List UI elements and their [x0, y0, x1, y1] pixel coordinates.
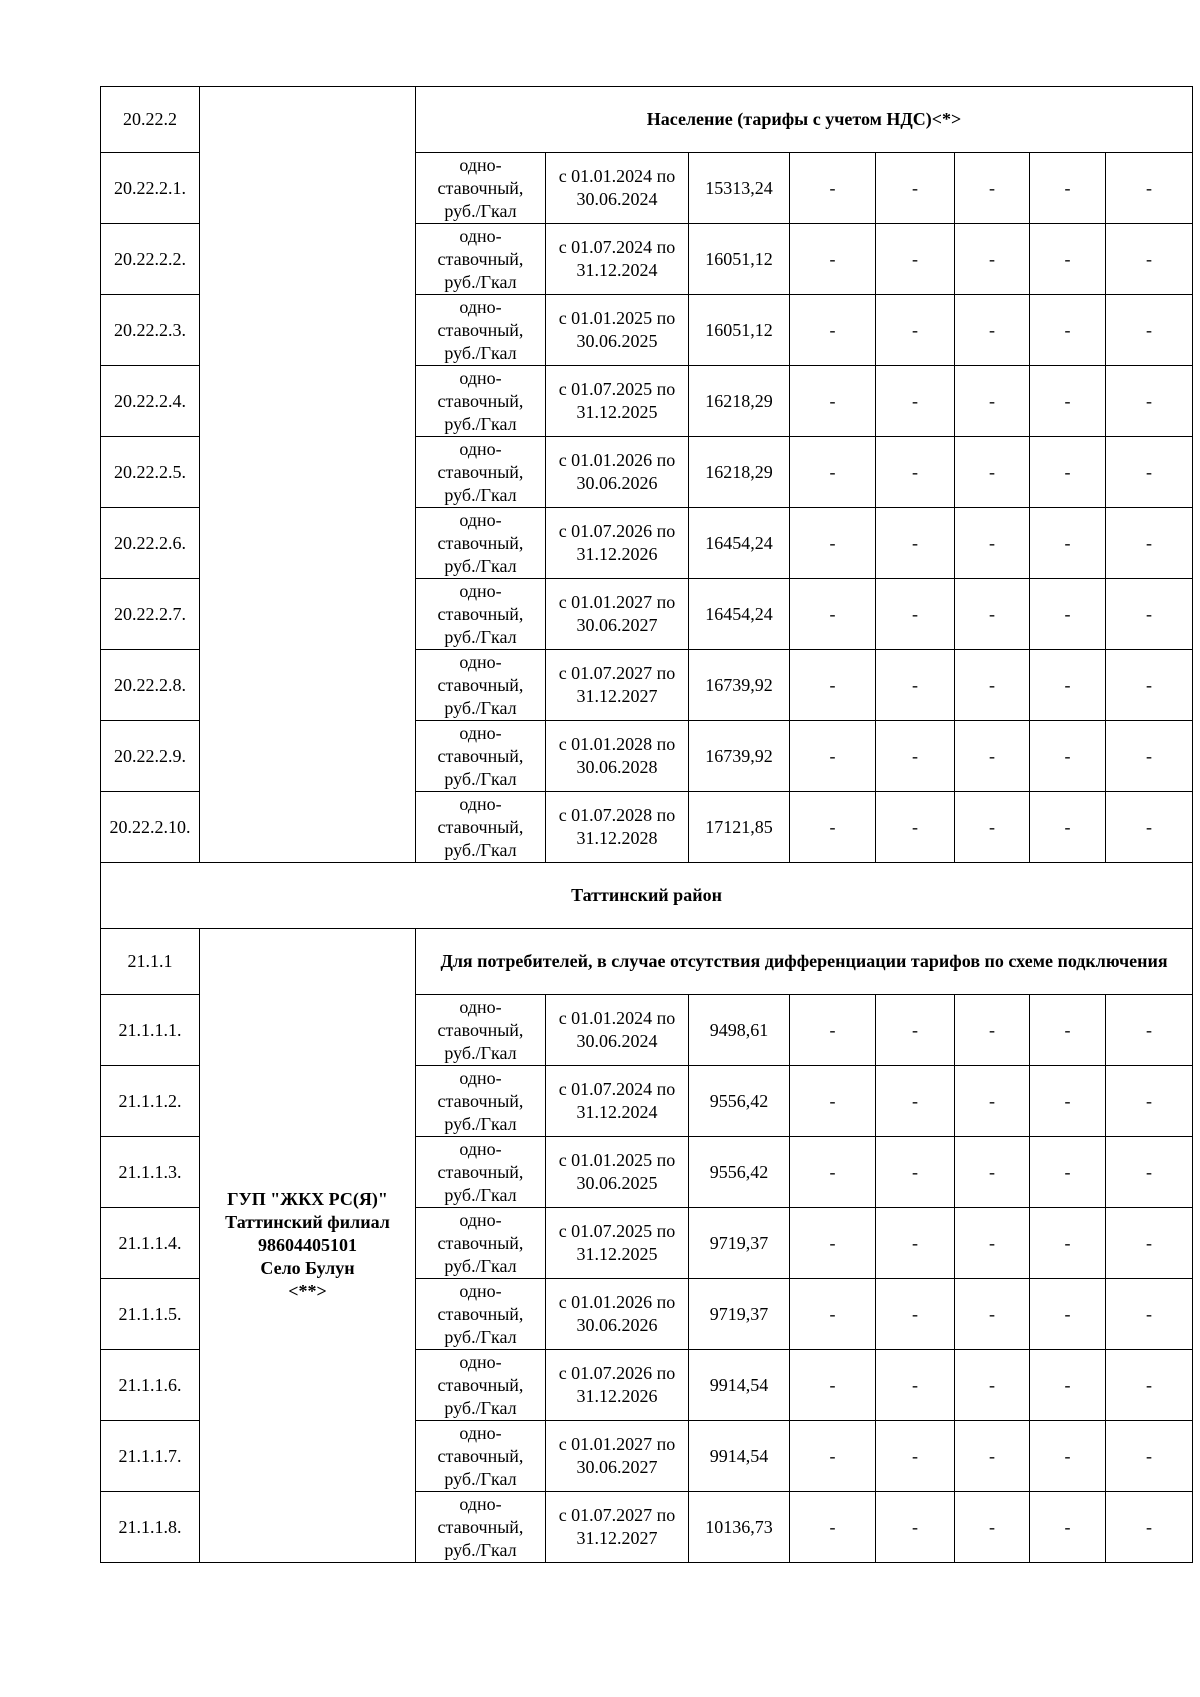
dash-cell: - — [1030, 224, 1106, 295]
dash-cell: - — [1030, 437, 1106, 508]
dash-cell: - — [790, 508, 876, 579]
tariff-value-cell: 15313,24 — [689, 153, 790, 224]
dash-cell: - — [1106, 1066, 1193, 1137]
dash-cell: - — [790, 295, 876, 366]
dash-cell: - — [1030, 366, 1106, 437]
dash-cell: - — [955, 1066, 1030, 1137]
period-cell: с 01.01.2025 по 30.06.2025 — [546, 295, 689, 366]
dash-cell: - — [955, 650, 1030, 721]
dash-cell: - — [1106, 1208, 1193, 1279]
tariff-type-cell: одно-ставочный, руб./Гкал — [416, 1066, 546, 1137]
tariff-value-cell: 16454,24 — [689, 508, 790, 579]
row-number-cell: 20.22.2.6. — [101, 508, 200, 579]
dash-cell: - — [955, 437, 1030, 508]
dash-cell: - — [876, 1279, 955, 1350]
dash-cell: - — [955, 721, 1030, 792]
dash-cell: - — [955, 366, 1030, 437]
dash-cell: - — [955, 1421, 1030, 1492]
tariff-value-cell: 16051,12 — [689, 224, 790, 295]
section-header-row — [101, 87, 1193, 153]
row-number-cell: 20.22.2.3. — [101, 295, 200, 366]
dash-cell: - — [955, 792, 1030, 863]
row-number-cell: 21.1.1.3. — [101, 1137, 200, 1208]
dash-cell: - — [955, 224, 1030, 295]
dash-cell: - — [790, 650, 876, 721]
dash-cell: - — [1106, 579, 1193, 650]
dash-cell: - — [876, 1066, 955, 1137]
organization-cell-empty — [200, 87, 416, 863]
dash-cell: - — [955, 153, 1030, 224]
tariff-type-cell: одно-ставочный, руб./Гкал — [416, 153, 546, 224]
dash-cell: - — [1106, 1350, 1193, 1421]
dash-cell: - — [790, 1279, 876, 1350]
dash-cell: - — [1030, 508, 1106, 579]
organization-cell — [200, 929, 416, 1563]
dash-cell: - — [955, 995, 1030, 1066]
period-cell: с 01.07.2027 по 31.12.2027 — [546, 1492, 689, 1563]
tariff-type-cell: одно-ставочный, руб./Гкал — [416, 1492, 546, 1563]
dash-cell: - — [790, 437, 876, 508]
dash-cell: - — [876, 1350, 955, 1421]
dash-cell: - — [790, 1421, 876, 1492]
dash-cell: - — [790, 1350, 876, 1421]
organization-branch: Таттинский филиал — [225, 1212, 390, 1232]
tariff-table — [100, 86, 1193, 1563]
row-number-cell: 21.1.1.4. — [101, 1208, 200, 1279]
tariff-value-cell: 9719,37 — [689, 1208, 790, 1279]
dash-cell: - — [790, 366, 876, 437]
tariff-type-cell: одно-ставочный, руб./Гкал — [416, 579, 546, 650]
dash-cell: - — [955, 1137, 1030, 1208]
tariff-type-cell: одно-ставочный, руб./Гкал — [416, 508, 546, 579]
period-cell: с 01.07.2025 по 31.12.2025 — [546, 1208, 689, 1279]
section-header-row — [101, 929, 1193, 995]
row-number-cell: 20.22.2.9. — [101, 721, 200, 792]
dash-cell: - — [790, 579, 876, 650]
period-cell: с 01.01.2027 по 30.06.2027 — [546, 579, 689, 650]
tariff-value-cell: 16218,29 — [689, 437, 790, 508]
organization-code: 98604405101 — [258, 1235, 357, 1255]
row-number-cell: 21.1.1.2. — [101, 1066, 200, 1137]
row-number-cell: 21.1.1.1. — [101, 995, 200, 1066]
period-cell: с 01.01.2026 по 30.06.2026 — [546, 437, 689, 508]
row-number-cell: 20.22.2.4. — [101, 366, 200, 437]
section-title: Для потребителей, в случае отсутствия дифференциации тарифов по схеме подключения — [416, 929, 1193, 995]
dash-cell: - — [955, 1350, 1030, 1421]
tariff-value-cell: 9719,37 — [689, 1279, 790, 1350]
dash-cell: - — [876, 995, 955, 1066]
tariff-value-cell: 9498,61 — [689, 995, 790, 1066]
period-cell: с 01.07.2024 по 31.12.2024 — [546, 224, 689, 295]
dash-cell: - — [955, 1492, 1030, 1563]
dash-cell: - — [876, 1137, 955, 1208]
dash-cell: - — [876, 1208, 955, 1279]
dash-cell: - — [1106, 153, 1193, 224]
dash-cell: - — [1030, 1066, 1106, 1137]
dash-cell: - — [1106, 224, 1193, 295]
row-number-cell: 20.22.2.1. — [101, 153, 200, 224]
section-title: Население (тарифы с учетом НДС)<*> — [416, 87, 1193, 153]
organization-name: ГУП "ЖКХ РС(Я)" — [227, 1189, 388, 1209]
dash-cell: - — [1030, 1350, 1106, 1421]
dash-cell: - — [1030, 1137, 1106, 1208]
row-number-cell: 20.22.2.2. — [101, 224, 200, 295]
tariff-type-cell: одно-ставочный, руб./Гкал — [416, 995, 546, 1066]
dash-cell: - — [1106, 1492, 1193, 1563]
row-number-cell: 21.1.1.8. — [101, 1492, 200, 1563]
tariff-value-cell: 16739,92 — [689, 650, 790, 721]
dash-cell: - — [876, 579, 955, 650]
tariff-type-cell: одно-ставочный, руб./Гкал — [416, 1137, 546, 1208]
dash-cell: - — [1106, 995, 1193, 1066]
dash-cell: - — [790, 721, 876, 792]
tariff-type-cell: одно-ставочный, руб./Гкал — [416, 1421, 546, 1492]
tariff-value-cell: 9556,42 — [689, 1066, 790, 1137]
dash-cell: - — [790, 1137, 876, 1208]
dash-cell: - — [1106, 721, 1193, 792]
dash-cell: - — [955, 579, 1030, 650]
dash-cell: - — [1106, 508, 1193, 579]
tariff-type-cell: одно-ставочный, руб./Гкал — [416, 721, 546, 792]
tariff-type-cell: одно-ставочный, руб./Гкал — [416, 366, 546, 437]
period-cell: с 01.01.2026 по 30.06.2026 — [546, 1279, 689, 1350]
dash-cell: - — [955, 1208, 1030, 1279]
organization-place: Село Булун — [260, 1258, 355, 1278]
dash-cell: - — [876, 792, 955, 863]
tariff-type-cell: одно-ставочный, руб./Гкал — [416, 224, 546, 295]
dash-cell: - — [790, 1208, 876, 1279]
dash-cell: - — [1106, 650, 1193, 721]
dash-cell: - — [1030, 1421, 1106, 1492]
tariff-type-cell: одно-ставочный, руб./Гкал — [416, 792, 546, 863]
dash-cell: - — [1106, 1421, 1193, 1492]
dash-cell: - — [1106, 366, 1193, 437]
row-number-cell: 20.22.2.7. — [101, 579, 200, 650]
dash-cell: - — [1106, 437, 1193, 508]
period-cell: с 01.07.2024 по 31.12.2024 — [546, 1066, 689, 1137]
tariff-type-cell: одно-ставочный, руб./Гкал — [416, 650, 546, 721]
dash-cell: - — [955, 295, 1030, 366]
dash-cell: - — [876, 295, 955, 366]
period-cell: с 01.07.2026 по 31.12.2026 — [546, 508, 689, 579]
dash-cell: - — [1030, 995, 1106, 1066]
dash-cell: - — [876, 437, 955, 508]
period-cell: с 01.07.2025 по 31.12.2025 — [546, 366, 689, 437]
dash-cell: - — [1106, 1137, 1193, 1208]
dash-cell: - — [1106, 295, 1193, 366]
tariff-value-cell: 16051,12 — [689, 295, 790, 366]
dash-cell: - — [876, 508, 955, 579]
district-row — [101, 863, 1193, 929]
dash-cell: - — [1030, 1208, 1106, 1279]
dash-cell: - — [876, 650, 955, 721]
table-body — [101, 87, 1193, 1563]
dash-cell: - — [1030, 579, 1106, 650]
dash-cell: - — [1030, 792, 1106, 863]
dash-cell: - — [1030, 721, 1106, 792]
period-cell: с 01.01.2025 по 30.06.2025 — [546, 1137, 689, 1208]
dash-cell: - — [876, 1421, 955, 1492]
dash-cell: - — [955, 1279, 1030, 1350]
dash-cell: - — [876, 224, 955, 295]
dash-cell: - — [876, 1492, 955, 1563]
dash-cell: - — [790, 792, 876, 863]
dash-cell: - — [1030, 1279, 1106, 1350]
dash-cell: - — [790, 995, 876, 1066]
tariff-value-cell: 10136,73 — [689, 1492, 790, 1563]
dash-cell: - — [1106, 1279, 1193, 1350]
dash-cell: - — [876, 153, 955, 224]
row-number-cell: 21.1.1.5. — [101, 1279, 200, 1350]
dash-cell: - — [1030, 1492, 1106, 1563]
row-number-cell: 21.1.1.7. — [101, 1421, 200, 1492]
tariff-value-cell: 16454,24 — [689, 579, 790, 650]
tariff-value-cell: 9556,42 — [689, 1137, 790, 1208]
tariff-type-cell: одно-ставочный, руб./Гкал — [416, 437, 546, 508]
period-cell: с 01.07.2026 по 31.12.2026 — [546, 1350, 689, 1421]
row-number-cell: 21.1.1 — [101, 929, 200, 995]
tariff-value-cell: 9914,54 — [689, 1421, 790, 1492]
dash-cell: - — [790, 1066, 876, 1137]
dash-cell: - — [1030, 295, 1106, 366]
district-title: Таттинский район — [101, 863, 1193, 929]
dash-cell: - — [790, 224, 876, 295]
period-cell: с 01.07.2028 по 31.12.2028 — [546, 792, 689, 863]
dash-cell: - — [1030, 153, 1106, 224]
period-cell: с 01.01.2024 по 30.06.2024 — [546, 995, 689, 1066]
tariff-value-cell: 16218,29 — [689, 366, 790, 437]
organization-note: <**> — [288, 1281, 327, 1301]
tariff-type-cell: одно-ставочный, руб./Гкал — [416, 1350, 546, 1421]
dash-cell: - — [1030, 650, 1106, 721]
tariff-type-cell: одно-ставочный, руб./Гкал — [416, 295, 546, 366]
dash-cell: - — [876, 366, 955, 437]
row-number-cell: 20.22.2 — [101, 87, 200, 153]
row-number-cell: 20.22.2.5. — [101, 437, 200, 508]
dash-cell: - — [1106, 792, 1193, 863]
dash-cell: - — [790, 1492, 876, 1563]
tariff-type-cell: одно-ставочный, руб./Гкал — [416, 1208, 546, 1279]
dash-cell: - — [955, 508, 1030, 579]
period-cell: с 01.07.2027 по 31.12.2027 — [546, 650, 689, 721]
period-cell: с 01.01.2028 по 30.06.2028 — [546, 721, 689, 792]
tariff-value-cell: 17121,85 — [689, 792, 790, 863]
period-cell: с 01.01.2027 по 30.06.2027 — [546, 1421, 689, 1492]
tariff-value-cell: 9914,54 — [689, 1350, 790, 1421]
period-cell: с 01.01.2024 по 30.06.2024 — [546, 153, 689, 224]
dash-cell: - — [876, 721, 955, 792]
tariff-value-cell: 16739,92 — [689, 721, 790, 792]
row-number-cell: 21.1.1.6. — [101, 1350, 200, 1421]
tariff-type-cell: одно-ставочный, руб./Гкал — [416, 1279, 546, 1350]
row-number-cell: 20.22.2.8. — [101, 650, 200, 721]
row-number-cell: 20.22.2.10. — [101, 792, 200, 863]
dash-cell: - — [790, 153, 876, 224]
